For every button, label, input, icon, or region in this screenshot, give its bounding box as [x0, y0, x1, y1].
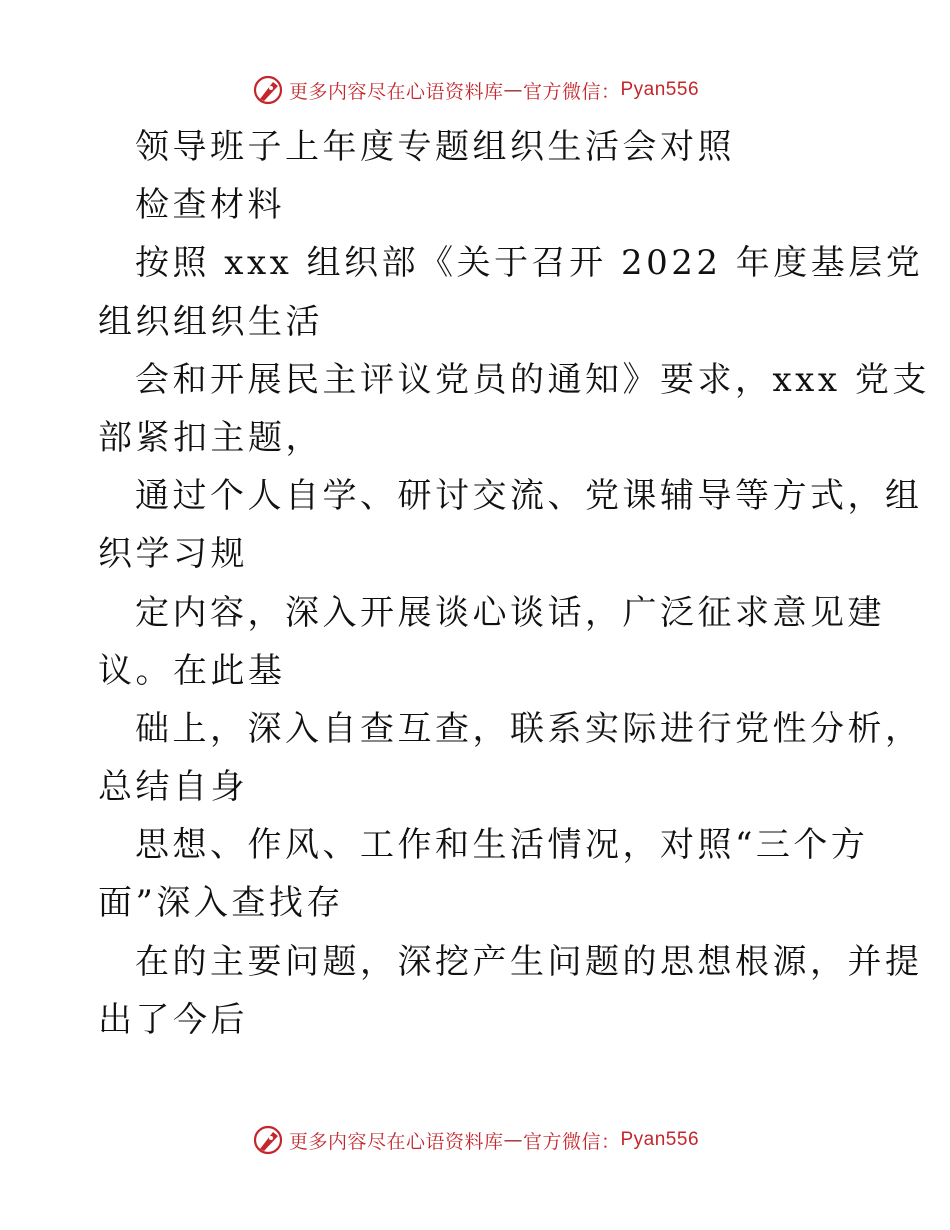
- document-line: 会和开展民主评议党员的通知》要求，xxx 党支: [135, 359, 930, 400]
- footer-watermark: [0, 1120, 950, 1160]
- watermark-wechat-id: Pyan556: [620, 79, 700, 100]
- document-line: 领导班子上年度专题组织生活会对照: [135, 127, 735, 167]
- document-line: 组织组织生活: [98, 301, 323, 342]
- document-line: 出了今后: [98, 999, 248, 1040]
- pen-nib-icon: [251, 1123, 285, 1157]
- pen-nib-icon: [251, 73, 285, 107]
- document-line: 总结自身: [98, 767, 248, 808]
- document-line: 面”深入查找存: [98, 883, 344, 924]
- watermark-wechat-label: 官方微信：: [522, 80, 621, 103]
- watermark-main-text: 更多内容尽在心语资料库: [288, 1130, 504, 1153]
- document-line: 检查材料: [135, 185, 285, 226]
- document-line: 通过个人自学、研讨交流、党课辅导等方式，组: [135, 476, 923, 517]
- document-line: 础上，深入自查互查，联系实际进行党性分析，: [135, 708, 923, 749]
- document-line: 按照 xxx 组织部《关于召开 2022 年度基层党: [135, 243, 924, 284]
- watermark-dash: —: [503, 1129, 523, 1151]
- document-line: 部紧扣主题，: [98, 417, 323, 458]
- watermark-dash: —: [503, 79, 523, 101]
- document-line: 思想、作风、工作和生活情况，对照“三个方: [135, 825, 869, 866]
- watermark-main-text: 更多内容尽在心语资料库: [288, 80, 504, 103]
- document-line: 议。在此基: [98, 650, 286, 691]
- document-line: 定内容，深入开展谈心谈话，广泛征求意见建: [135, 592, 885, 633]
- watermark-wechat-label: 官方微信：: [522, 1130, 621, 1153]
- document-line: 在的主要问题，深挖产生问题的思想根源，并提: [135, 941, 923, 982]
- header-watermark: [0, 70, 950, 110]
- document-body: [98, 118, 930, 1049]
- watermark-wechat-id: Pyan556: [620, 1129, 700, 1150]
- document-line: 织学习规: [98, 534, 248, 575]
